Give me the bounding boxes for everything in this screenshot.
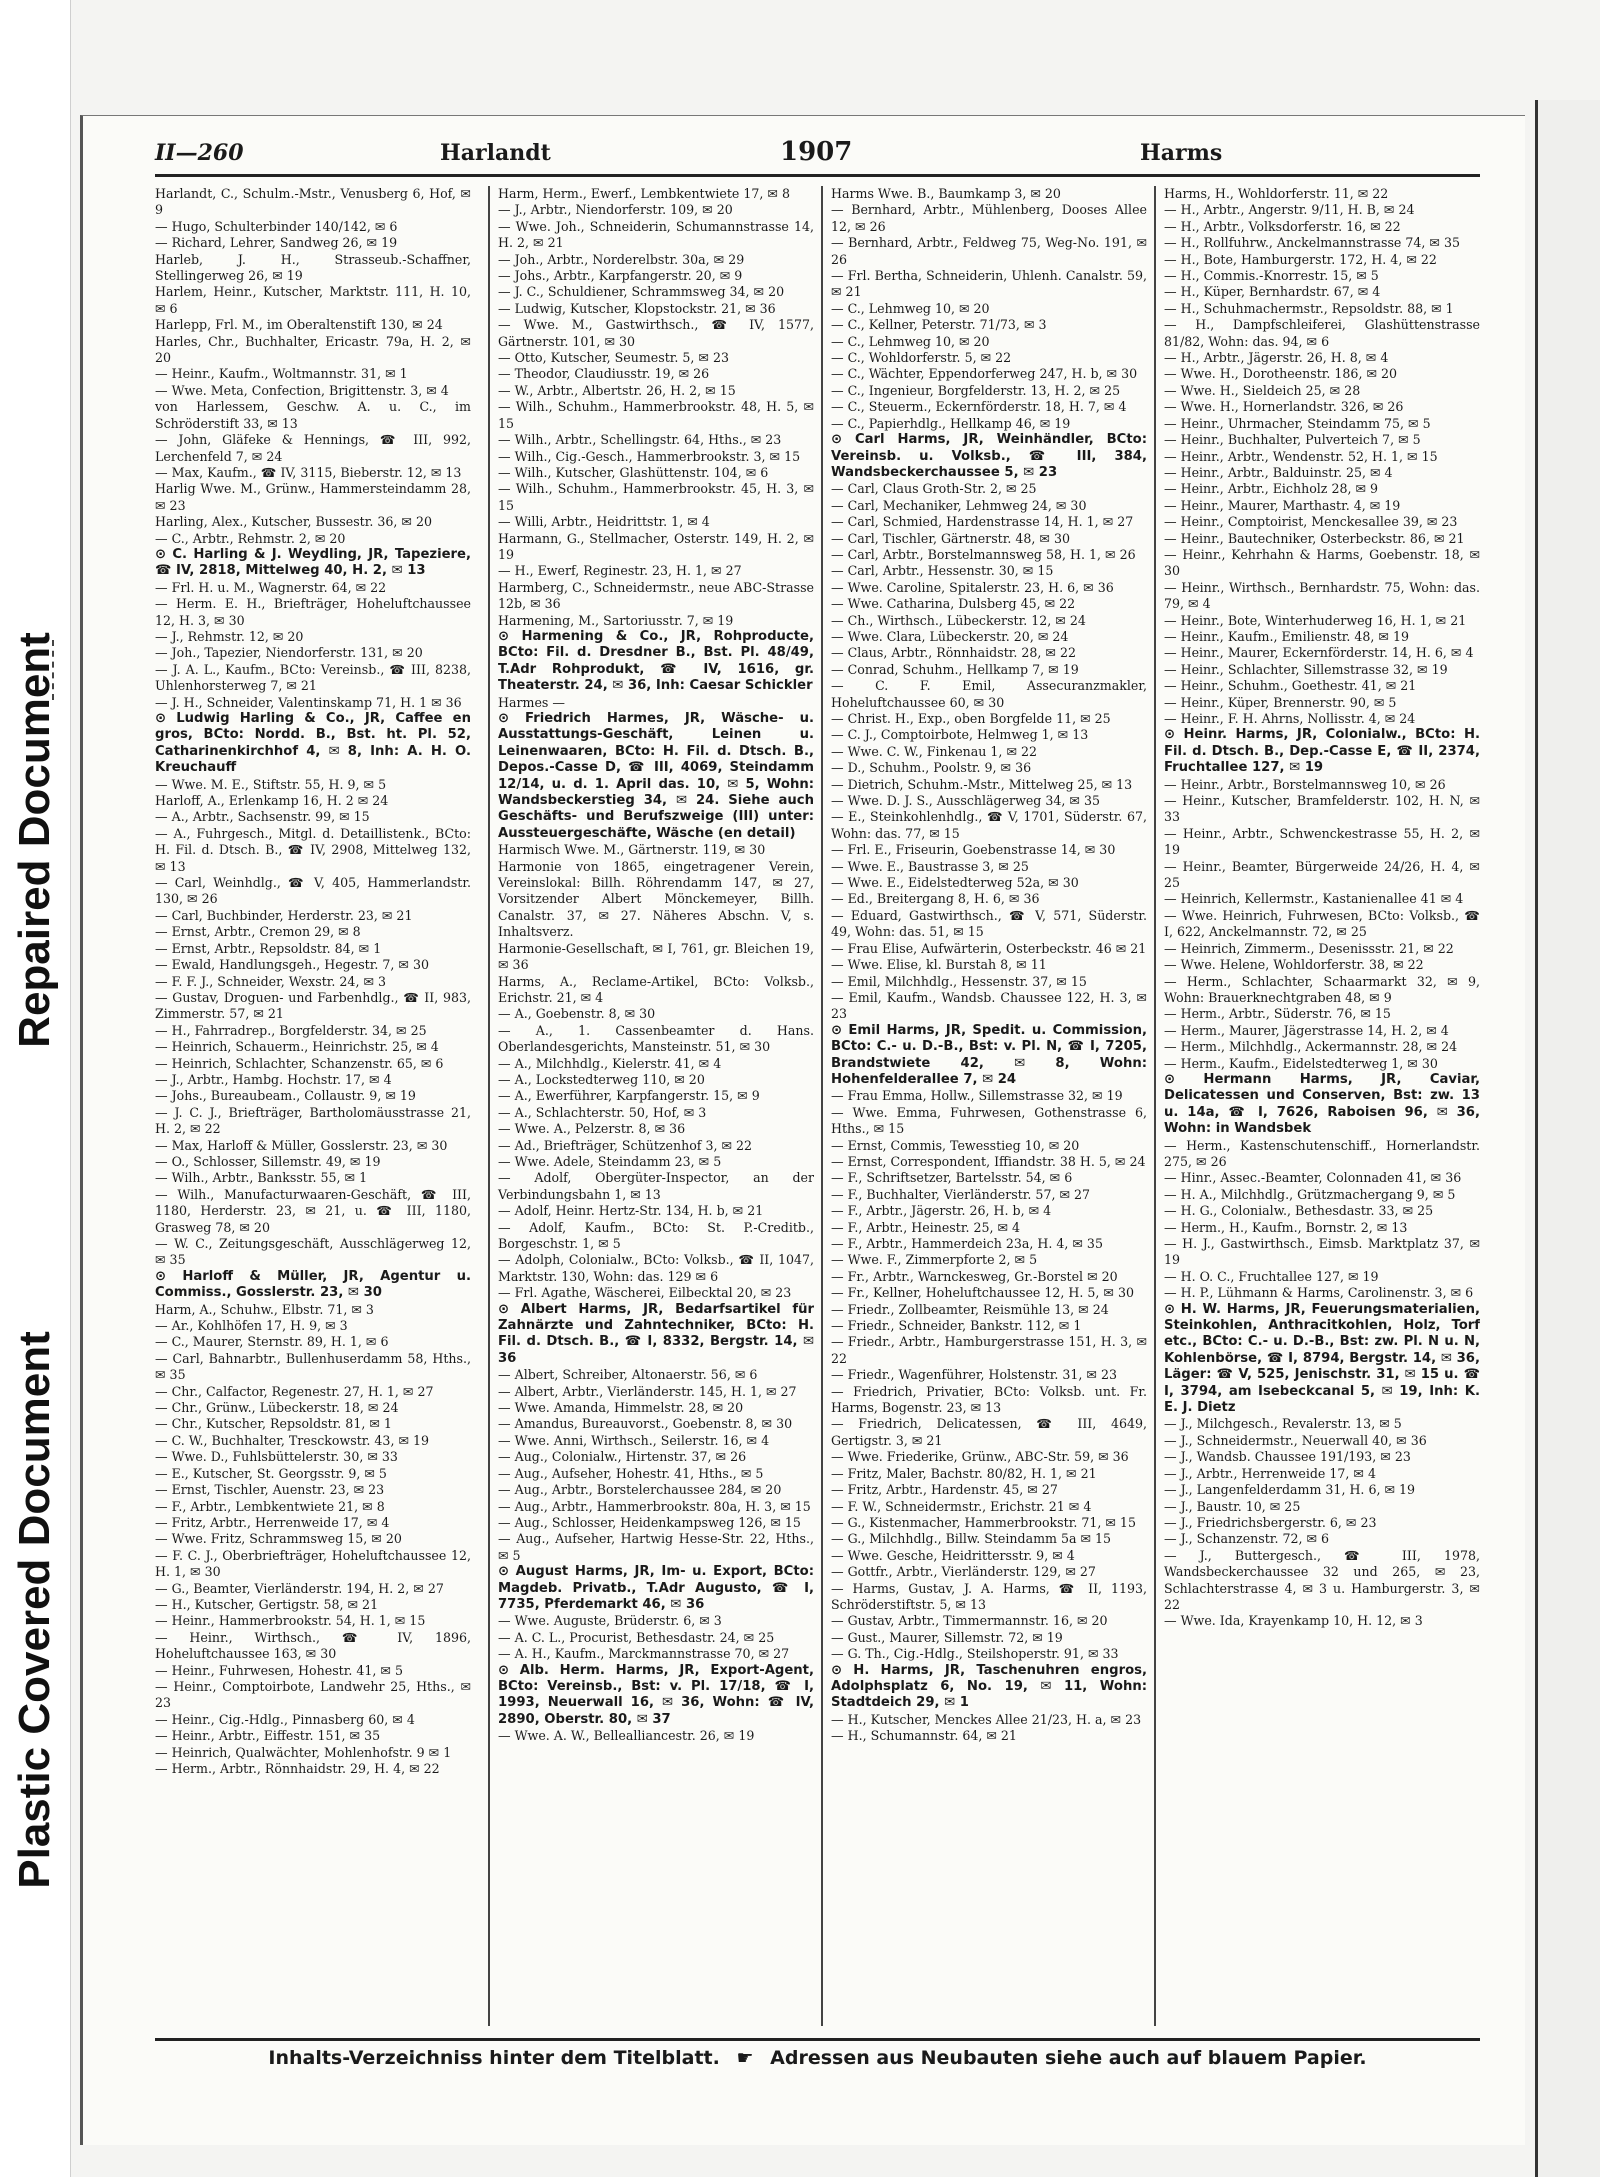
directory-entry: Harmes — [498,694,565,710]
directory-entry: — G. Th., Cig.-Hdlg., Steilshoperstr. 91, ✉ 33 [831,1646,1119,1662]
directory-entry: — Carl, Buchbinder, Herderstr. 23, ✉ 21 [155,907,413,923]
directory-entry: — Heinr., Kaufm., Woltmannstr. 31, ✉ 1 [155,366,408,382]
directory-entry: — J., Arbtr., Hambg. Hochstr. 17, ✉ 4 [155,1071,392,1087]
directory-entry: — Amandus, Bureauvorst., Goebenstr. 8, ✉ 30 [498,1416,793,1432]
header-year: 1907 [780,137,853,167]
directory-entry: — Carl, Mechaniker, Lehmweg 24, ✉ 30 [831,497,1087,513]
directory-entry: — Carl, Arbtr., Hessenstr. 30, ✉ 15 [831,563,1054,579]
directory-entry: — J., Buttergesch., ☎ III, 1978, Wandsbeckerchaussee 32 und 265, ✉ 23, Schlachterstrasse 4, ✉ 3 u. Hamburgerstr. 3, ✉ 22 [1164,1547,1480,1612]
directory-entry: — Heinr., Arbtr., Borstelmannsweg 10, ✉ 26 [1164,776,1446,792]
directory-entry: — Heinr., F. H. Ahrns, Nollisstr. 4, ✉ 24 [1164,711,1416,726]
directory-entry: — Friedr., Zollbeamter, Reismühle 13, ✉ 24 [831,1301,1109,1317]
directory-entry: — Friedrich, Privatier, BCto: Volksb. unt. Fr. Harms, Bogenstr. 23, ✉ 13 [831,1383,1147,1416]
directory-entry: — Wwe. Anni, Wirthsch., Seilerstr. 16, ✉ 4 [498,1432,770,1448]
directory-entry: — A., Schlachterstr. 50, Hof, ✉ 3 [498,1104,707,1120]
directory-entry: — A. H., Kaufm., Marckmannstrasse 70, ✉ 27 [498,1646,790,1662]
directory-entry: — Fritz, Arbtr., Herrenweide 17, ✉ 4 [155,1514,390,1530]
directory-entry: — Hugo, Schulterbinder 140/142, ✉ 6 [155,218,398,234]
directory-entry: — Friedr., Arbtr., Hamburgerstrasse 151, H. 3, ✉ 22 [831,1334,1147,1366]
directory-entry: — Heinr., Schuhm., Goethestr. 41, ✉ 21 [1164,678,1417,694]
directory-entry: — C., Lehmweg 10, ✉ 20 [831,333,990,349]
directory-entry: ⊙ Emil Harms, JR, Spedit. u. Commission, BCto: C.- u. D.-B., Bst: v. Pl. N, ☎ I, 7205, Brandstwiete 42, ✉ 8, Wohn: Hohenfelderallee 7, ✉ 24 [831,1022,1147,1087]
directory-entry: — Wwe. M. E., Stiftstr. 55, H. 9, ✉ 5 [155,776,387,792]
directory-entry: — C. W., Buchhalter, Tresckowstr. 43, ✉ 19 [155,1432,430,1448]
directory-entry: — G., Kistenmacher, Hammerbrookstr. 71, ✉ 15 [831,1514,1136,1530]
directory-entry: — Heinr., Küper, Brennerstr. 90, ✉ 5 [1164,694,1397,710]
directory-entry: — Joh., Tapezier, Niendorferstr. 131, ✉ 20 [155,645,423,661]
directory-entry: — Chr., Calfactor, Regenestr. 27, H. 1, ✉ 27 [155,1383,434,1399]
directory-entry: — Wwe. E., Baustrasse 3, ✉ 25 [831,858,1029,874]
page-number: II—260 [155,140,244,166]
directory-entry: — F. W., Schneidermstr., Erichstr. 21 ✉ 4 [831,1498,1092,1514]
directory-entry: — H., Dampfschleiferei, Glashüttenstrasse 81/82, Wohn: das. 94, ✉ 6 [1164,317,1480,349]
directory-entry: — Albert, Schreiber, Altonaerstr. 56, ✉ 6 [498,1367,758,1383]
directory-entry: — J., Arbtr., Herrenweide 17, ✉ 4 [1164,1465,1376,1481]
directory-entry: — Wwe. F., Zimmerpforte 2, ✉ 5 [831,1252,1038,1268]
directory-entry: — Heinrich, Zimmerm., Desenissstr. 21, ✉ 22 [1164,940,1454,956]
directory-entry: Harmann, G., Stellmacher, Osterstr. 149, H. 2, ✉ 19 [498,530,814,562]
directory-entry: — Wwe. M., Gastwirthsch., ☎ IV, 1577, Gärtnerstr. 101, ✉ 30 [498,317,814,349]
directory-entry: — Gustav, Arbtr., Timmermannstr. 16, ✉ 20 [831,1613,1108,1629]
directory-entry: — C., Maurer, Sternstr. 89, H. 1, ✉ 6 [155,1334,389,1350]
repaired-document-label: Repaired Document [10,632,59,1048]
directory-column-1 [155,186,471,2026]
directory-entry: — J., Wandsb. Chaussee 191/193, ✉ 23 [1164,1449,1411,1465]
directory-entry: — Herm., Kastenschutenschiff., Hornerlandstr. 275, ✉ 26 [1164,1137,1480,1169]
directory-entry: — O., Schlosser, Sillemstr. 49, ✉ 19 [155,1153,381,1169]
directory-entry: ⊙ Hermann Harms, JR, Caviar, Delicatessen und Conserven, Bst: zw. 13 u. 14a, ☎ I, 7626, Raboisen 96, ✉ 36, Wohn: in Wandsbek [1164,1071,1480,1137]
page-footer [155,2038,1480,2078]
directory-entry: — Wwe. Ida, Krayenkamp 10, H. 12, ✉ 3 [1164,1613,1423,1629]
directory-entry: — H., Arbtr., Jägerstr. 26, H. 8, ✉ 4 [1164,350,1389,366]
directory-entry: — Carl, Bahnarbtr., Bullenhuserdamm 58, Hths., ✉ 35 [155,1350,471,1383]
directory-entry: — C. J., Comptoirbote, Helmweg 1, ✉ 13 [831,727,1089,743]
directory-entry: — Emil, Milchhdlg., Hessenstr. 37, ✉ 15 [831,973,1087,989]
directory-entry: — Aug., Aufseher, Hohestr. 41, Hths., ✉ 5 [498,1465,764,1481]
directory-entry: Harmisch Wwe. M., Gärtnerstr. 119, ✉ 30 [498,842,766,858]
directory-column-3 [821,186,1147,2026]
directory-entry: — Theodor, Claudiusstr. 19, ✉ 26 [498,366,710,382]
directory-entry: — Frl. Bertha, Schneiderin, Uhlenh. Canalstr. 59, ✉ 21 [831,268,1147,300]
directory-entry: — Carl, Claus Groth-Str. 2, ✉ 25 [831,481,1037,497]
directory-entry: — F., Schriftsetzer, Bartelsstr. 54, ✉ 6 [831,1170,1073,1186]
directory-entry: — Bernhard, Arbtr., Mühlenberg, Dooses Allee 12, ✉ 26 [831,202,1147,234]
directory-entry: — Adolf, Obergüter-Inspector, an der Verbindungsbahn 1, ✉ 13 [498,1170,814,1202]
directory-entry: — H., Bote, Hamburgerstr. 172, H. 4, ✉ 22 [1164,251,1437,267]
directory-entry: Harling, Alex., Kutscher, Bussestr. 36, ✉ 20 [155,514,432,530]
directory-entry: — Heinrich, Kellermstr., Kastanienallee 41 ✉ 4 [1164,891,1464,907]
scanned-page [80,115,1525,2145]
directory-entry: Harmberg, C., Schneidermstr., neue ABC-Strasse 12b, ✉ 36 [498,579,814,612]
directory-entry: Harloff, A., Erlenkamp 16, H. 2 ✉ 24 [155,793,389,809]
directory-entry: ⊙ Heinr. Harms, JR, Colonialw., BCto: H. Fil. d. Dtsch. B., Dep.-Casse E, ☎ II, 2374, Fruchtallee 127, ✉ 19 [1164,727,1480,776]
directory-entry: — Friedr., Wagenführer, Holstenstr. 31, ✉ 23 [831,1367,1117,1383]
directory-entry: — Heinr., Comptoirist, Menckesallee 39, ✉ 23 [1164,514,1458,530]
directory-entry: — Adolf, Kaufm., BCto: St. P.-Creditb., Borgeschstr. 1, ✉ 5 [498,1219,814,1251]
directory-entry: — Herm., Arbtr., Rönnhaidstr. 29, H. 4, ✉ 22 [155,1761,440,1776]
directory-entry: — Eduard, Gastwirthsch., ☎ V, 571, Süderstr. 49, Wohn: das. 51, ✉ 15 [831,907,1147,940]
directory-entry: — Heinr., Wirthsch., ☎ IV, 1896, Hoheluftchaussee 163, ✉ 30 [155,1629,471,1662]
directory-entry: — H., Fahrradrep., Borgfelderstr. 34, ✉ 25 [155,1022,427,1038]
directory-entry: — C. F. Emil, Assecuranzmakler, Hoheluftchaussee 60, ✉ 30 [831,678,1147,710]
directory-entry: — Wwe. D. J. S., Ausschlägerweg 34, ✉ 35 [831,793,1100,809]
directory-entry: — Heinr., Kehrhahn & Harms, Goebenstr. 18, ✉ 30 [1164,546,1480,579]
footer-new-buildings-note: Adressen aus Neubauten siehe auch auf blauem Papier. [770,2047,1367,2069]
directory-entry: — Harms, Gustav, J. A. Harms, ☎ II, 1193, Schröderstiftstr. 5, ✉ 13 [831,1580,1147,1612]
directory-entry: — H., Commis.-Knorrestr. 15, ✉ 5 [1164,268,1379,284]
directory-entry: — Wwe. D., Fuhlsbüttelerstr. 30, ✉ 33 [155,1449,398,1465]
directory-entry: — Aug., Aufseher, Hartwig Hesse-Str. 22, Hths., ✉ 5 [498,1531,814,1563]
directory-entry: ⊙ Albert Harms, JR, Bedarfsartikel für Zahnärzte und Zahntechniker, BCto: H. Fil. d. Dtsch. B., ☎ I, 8332, Bergstr. 14, ✉ 36 [498,1301,814,1366]
directory-entry: ⊙ Harloff & Müller, JR, Agentur u. Commiss., Gosslerstr. 23, ✉ 30 [155,1268,471,1301]
directory-entry: — D., Schuhm., Poolstr. 9, ✉ 36 [831,760,1032,776]
directory-entry: — G., Beamter, Vierländerstr. 194, H. 2, ✉ 27 [155,1580,444,1596]
directory-entry: — Heinr., Schlachter, Sillemstrasse 32, ✉ 19 [1164,661,1448,677]
directory-entry: — Max, Harloff & Müller, Gosslerstr. 23, ✉ 30 [155,1137,448,1153]
directory-entry: — C., Kellner, Peterstr. 71/73, ✉ 3 [831,317,1047,333]
directory-entry: ⊙ Friedrich Harmes, JR, Wäsche- u. Ausstattungs-Geschäft, Leinen u. Leinenwaaren, BCto: H. Fil. d. Dtsch. B., Depos.-Casse D, ☎ III, 4069, Steindamm 12/14, u. d. 1. April das. 10, ✉ 5, Wohn: Wandsbeckerstieg 34, ✉ 24. Siehe auch Geschäfts- und Berufszweige (III) unter: Aussteuergeschäfte, Wäsche (en detail) [498,711,814,841]
directory-entry: — Heinr., Kaufm., Emilienstr. 48, ✉ 19 [1164,628,1410,644]
directory-entry: — Wwe. Friederike, Grünw., ABC-Str. 59, ✉ 36 [831,1449,1129,1465]
directory-entry: — H., Rollfuhrw., Anckelmannstrasse 74, ✉ 35 [1164,235,1460,251]
directory-entry: — Heinrich, Qualwächter, Mohlenhofstr. 9 ✉ 1 [155,1744,452,1760]
plastic-covered-label: Plastic Covered Document [10,1331,59,1889]
directory-entry: — Ad., Briefträger, Schützenhof 3, ✉ 22 [498,1137,753,1153]
directory-entry: — Ar., Kohlhöfen 17, H. 9, ✉ 3 [155,1318,348,1334]
directory-entry: — A., Milchhdlg., Kielerstr. 41, ✉ 4 [498,1055,722,1071]
directory-entry: — J., Schneidermstr., Neuerwall 40, ✉ 36 [1164,1432,1427,1448]
directory-entry: — J., Schanzenstr. 72, ✉ 6 [1164,1531,1330,1547]
directory-entry: — Bernhard, Arbtr., Feldweg 75, Weg-No. 191, ✉ 26 [831,235,1147,267]
directory-entry: — Fr., Kellner, Hoheluftchaussee 12, H. 5, ✉ 30 [831,1285,1134,1301]
directory-entry: — Johs., Bureaubeam., Collaustr. 9, ✉ 19 [155,1088,416,1104]
directory-entry: — Heinr., Uhrmacher, Steindamm 75, ✉ 5 [1164,415,1431,431]
directory-entry: — A., Goebenstr. 8, ✉ 30 [498,1006,656,1022]
directory-entry: — Aug., Colonialw., Hirtenstr. 37, ✉ 26 [498,1449,747,1465]
directory-entry: Harmonie-Gesellschaft, ✉ I, 761, gr. Bleichen 19, ✉ 36 [498,940,814,973]
directory-entry: — Wwe. C. W., Finkenau 1, ✉ 22 [831,743,1038,759]
directory-entry: — H., Arbtr., Volksdorferstr. 16, ✉ 22 [1164,218,1401,234]
directory-entry: — Wilh., Cig.-Gesch., Hammerbrookstr. 3, ✉ 15 [498,448,801,464]
directory-entry: — A., Arbtr., Sachsenstr. 99, ✉ 15 [155,809,370,825]
directory-entry: ⊙ August Harms, JR, Im- u. Export, BCto: Magdeb. Privatb., T.Adr Augusto, ☎ I, 7735, Pferdemarkt 46, ✉ 36 [498,1564,814,1612]
directory-entry: — Wwe. H., Sieldeich 25, ✉ 28 [1164,382,1361,398]
directory-entry: — Wwe. Clara, Lübeckerstr. 20, ✉ 24 [831,628,1069,644]
directory-entry: — Heinr., Kutscher, Bramfelderstr. 102, H. N, ✉ 33 [1164,793,1480,825]
directory-entry: — Adolf, Heinr. Hertz-Str. 134, H. b, ✉ 21 [498,1203,764,1219]
directory-entry: — A. C. L., Procurist, Bethesdastr. 24, ✉ 25 [498,1629,775,1645]
directory-entry: — Heinr., Bote, Winterhuderweg 16, H. 1, ✉ 21 [1164,612,1467,628]
directory-entry: — Frl. H. u. M., Wagnerstr. 64, ✉ 22 [155,579,387,595]
directory-entry: — Gust., Maurer, Sillemstr. 72, ✉ 19 [831,1629,1063,1645]
pointing-hand-icon: ☛ [736,2047,754,2069]
directory-entry: — Dietrich, Schuhm.-Mstr., Mittelweg 25, ✉ 13 [831,776,1133,792]
directory-entry: — Fr., Arbtr., Warnckesweg, Gr.-Borstel ✉ 20 [831,1268,1118,1284]
directory-entry: — Wwe. Amanda, Himmelstr. 28, ✉ 20 [498,1400,744,1416]
directory-entry: — E., Steinkohlenhdlg., ☎ V, 1701, Süderstr. 67, Wohn: das. 77, ✉ 15 [831,809,1147,841]
adjacent-page-edge [1535,100,1600,2177]
directory-entry: — Albert, Arbtr., Vierländerstr. 145, H. 1, ✉ 27 [498,1383,797,1399]
directory-entry: — Joh., Arbtr., Norderelbstr. 30a, ✉ 29 [498,251,745,267]
directory-entry: — E., Kutscher, St. Georgsstr. 9, ✉ 5 [155,1465,387,1481]
header-right-word: Harms [1140,140,1223,166]
directory-entry: — F. F. J., Schneider, Wexstr. 24, ✉ 3 [155,973,387,989]
directory-column-4 [1154,186,1480,2026]
directory-entry: — F. C. J., Oberbriefträger, Hoheluftchaussee 12, H. 1, ✉ 30 [155,1547,471,1580]
directory-entry: — Wwe. Fritz, Schrammsweg 15, ✉ 20 [155,1531,402,1547]
directory-entry: — C., Wohldorferstr. 5, ✉ 22 [831,350,1012,366]
page-header [155,136,1480,177]
directory-entry: Harm, Herm., Ewerf., Lembkentwiete 17, ✉ 8 [498,186,790,201]
directory-entry: — Wilh., Schuhm., Hammerbrookstr. 48, H. 5, ✉ 15 [498,399,814,431]
directory-entry: — H. G., Colonialw., Bethesdastr. 33, ✉ 25 [1164,1203,1434,1219]
directory-entry: — Ernst, Tischler, Auenstr. 23, ✉ 23 [155,1482,385,1498]
directory-entry: — Hinr., Assec.-Beamter, Colonnaden 41, ✉ 36 [1164,1170,1462,1186]
directory-entry: — Wwe. H., Dorotheenstr. 186, ✉ 20 [1164,366,1398,382]
directory-entry: — H., Ewerf, Reginestr. 23, H. 1, ✉ 27 [498,563,742,579]
directory-entry: — Heinr., Arbtr., Eichholz 28, ✉ 9 [1164,481,1379,497]
directory-entry: — J. A. L., Kaufm., BCto: Vereinsb., ☎ III, 8238, Uhlenhorsterweg 7, ✉ 21 [155,661,471,694]
directory-entry: — Heinr., Arbtr., Schwenckestrasse 55, H. 2, ✉ 19 [1164,825,1480,858]
directory-entry: — Aug., Arbtr., Hammerbrookstr. 80a, H. 3, ✉ 15 [498,1498,811,1514]
directory-entry: Harlig Wwe. M., Grünw., Hammersteindamm 28, ✉ 23 [155,481,471,513]
directory-entry: — C., Ingenieur, Borgfelderstr. 13, H. 2, ✉ 25 [831,382,1121,398]
directory-entry: — Gottfr., Arbtr., Vierländerstr. 129, ✉ 27 [831,1564,1096,1580]
directory-entry: — Heinrich, Schlachter, Schanzenstr. 65, ✉ 6 [155,1055,444,1071]
directory-entry: Harms, A., Reclame-Artikel, BCto: Volksb., Erichstr. 21, ✉ 4 [498,973,814,1005]
directory-entry: — Wilh., Arbtr., Schellingstr. 64, Hths., ✉ 23 [498,432,782,448]
directory-entry: — Wwe. Joh., Schneiderin, Schumannstrasse 14, H. 2, ✉ 21 [498,218,814,251]
directory-entry: von Harlessem, Geschw. A. u. C., im Schröderstift 33, ✉ 13 [155,399,471,431]
directory-entry: — Frau Elise, Aufwärterin, Osterbeckstr. 46 ✉ 21 [831,940,1147,956]
directory-entry: — Fritz, Maler, Bachstr. 80/82, H. 1, ✉ 21 [831,1465,1097,1481]
directory-entry: — Wwe. Heinrich, Fuhrwesen, BCto: Volksb., ☎ I, 622, Anckelmannstr. 72, ✉ 25 [1164,907,1480,940]
directory-entry: — Carl, Weinhdlg., ☎ V, 405, Hammerlandstr. 130, ✉ 26 [155,875,471,907]
directory-entry: — Wwe. Meta, Confection, Brigittenstr. 3, ✉ 4 [155,382,449,398]
directory-entry: — Frau Emma, Hollw., Sillemstrasse 32, ✉ 19 [831,1088,1123,1104]
directory-entry: — J. H., Schneider, Valentinskamp 71, H. 1 ✉ 36 [155,694,462,710]
directory-entry: — Wwe. E., Eidelstedterweg 52a, ✉ 30 [831,875,1079,891]
directory-entry: — Wwe. H., Hornerlandstr. 326, ✉ 26 [1164,399,1404,415]
directory-entry: — Adolph, Colonialw., BCto: Volksb., ☎ II, 1047, Marktstr. 130, Wohn: das. 129 ✉ 6 [498,1252,814,1284]
directory-entry: — Heinr., Comptoirbote, Landwehr 25, Hths., ✉ 23 [155,1678,471,1711]
directory-entry: Harmonie von 1865, eingetragener Verein, Vereinslokal: Billh. Röhrendamm 147, ✉ 27, Vorsitzender Albert Mönckemeyer, Billh. Canalstr. 37, ✉ 27. Näheres Abschn. V, s. Inhaltsverz. [498,858,814,940]
directory-entry: — Ludwig, Kutscher, Klopstockstr. 21, ✉ 36 [498,300,776,316]
directory-entry: — Frl. Agathe, Wäscherei, Eilbecktal 20, ✉ 23 [498,1285,792,1301]
directory-entry: — Frl. E., Friseurin, Goebenstrasse 14, ✉ 30 [831,842,1116,858]
directory-entry: — Herm., Milchhdlg., Ackermannstr. 28, ✉ 24 [1164,1039,1458,1055]
directory-entry: — C., Steuerm., Eckernförderstr. 18, H. 7, ✉ 4 [831,399,1127,415]
directory-entry: — H. J., Gastwirthsch., Eimsb. Marktplatz 37, ✉ 19 [1164,1236,1480,1268]
directory-entry: — J., Rehmstr. 12, ✉ 20 [155,628,304,644]
directory-entry: — J., Baustr. 10, ✉ 25 [1164,1498,1301,1514]
directory-entry: — J., Arbtr., Niendorferstr. 109, ✉ 20 [498,202,733,218]
directory-entry: — Heinr., Hammerbrookstr. 54, H. 1, ✉ 15 [155,1613,426,1629]
directory-entry: — Aug., Schlosser, Heidenkampsweg 126, ✉ 15 [498,1514,801,1530]
directory-entry: — G., Milchhdlg., Billw. Steindamm 5a ✉ 15 [831,1531,1112,1547]
directory-entry: — F., Buchhalter, Vierländerstr. 57, ✉ 27 [831,1186,1091,1202]
header-left-word: Harlandt [440,140,551,166]
directory-entry: Harlandt, C., Schulm.-Mstr., Venusberg 6, Hof, ✉ 9 [155,186,471,218]
directory-entry: — C., Lehmweg 10, ✉ 20 [831,300,990,316]
directory-entry: — H., Kutscher, Gertigstr. 58, ✉ 21 [155,1596,379,1612]
footer-index-note: Inhalts-Verzeichniss hinter dem Titelblatt. [268,2047,720,2069]
directory-entry: — Wwe. Emma, Fuhrwesen, Gothenstrasse 6, Hths., ✉ 15 [831,1104,1147,1137]
directory-entry: — Ernst, Commis, Tewesstieg 10, ✉ 20 [831,1137,1080,1153]
directory-entry: — Herm., Kaufm., Eidelstedterweg 1, ✉ 30 [1164,1055,1438,1071]
directory-column-2 [488,186,814,2026]
directory-entry: — John, Gläfeke & Hennings, ☎ III, 992, Lerchenfeld 7, ✉ 24 [155,432,471,464]
directory-entry: — Heinr., Arbtr., Balduinstr. 25, ✉ 4 [1164,464,1393,480]
directory-entry: ⊙ H. W. Harms, JR, Feuerungsmaterialien, Steinkohlen, Anthracitkohlen, Holz, Torf etc., BCto: C.- u. D.-B., Bst: zw. Pl. N u. N, Kohlenbörse, ☎ I, 8794, Bergstr. 14, ✉ 36, Läger: ☎ V, 525, Jenischstr. 31, ✉ 15 u. ☎ I, 3794, am Isebeckcanal 5, ✉ 19, Inh: K. E. J. Dietz [1164,1301,1480,1416]
directory-entry: — Heinr., Bautechniker, Osterbeckstr. 86, ✉ 21 [1164,530,1465,546]
directory-entry: — F., Arbtr., Hammerdeich 23a, H. 4, ✉ 35 [831,1236,1103,1251]
directory-entry: — Heinr., Buchhalter, Pulverteich 7, ✉ 5 [1164,432,1421,448]
directory-entry: — H., Schuhmachermstr., Repsoldstr. 88, ✉ 1 [1164,300,1454,316]
directory-entry: — Carl, Arbtr., Borstelmannsweg 58, H. 1, ✉ 26 [831,546,1136,562]
directory-entry: — J. C., Schuldiener, Schrammsweg 34, ✉ 20 [498,284,785,300]
directory-columns [155,186,1480,2026]
directory-entry: — Christ. H., Exp., oben Borgfelde 11, ✉ 25 [831,711,1111,726]
directory-entry: — J., Milchgesch., Revalerstr. 13, ✉ 5 [1164,1416,1402,1432]
directory-entry: — Conrad, Schuhm., Hellkamp 7, ✉ 19 [831,661,1079,677]
directory-entry: Harlem, Heinr., Kutscher, Marktstr. 111, H. 10, ✉ 6 [155,284,471,316]
directory-entry: — Johs., Arbtr., Karpfangerstr. 20, ✉ 9 [498,268,743,284]
directory-entry: — Herm., Arbtr., Süderstr. 76, ✉ 15 [1164,1006,1391,1022]
directory-entry: — Aug., Arbtr., Borstelerchaussee 284, ✉ 20 [498,1482,782,1498]
directory-entry: Harms Wwe. B., Baumkamp 3, ✉ 20 [831,186,1061,201]
directory-entry: Harles, Chr., Buchhalter, Ericastr. 79a, H. 2, ✉ 20 [155,333,471,366]
directory-entry: — Heinr., Arbtr., Eiffestr. 151, ✉ 35 [155,1728,381,1744]
directory-entry: — Ewald, Handlungsgeh., Hegestr. 7, ✉ 30 [155,957,429,973]
directory-entry: — Emil, Kaufm., Wandsb. Chaussee 122, H. 3, ✉ 23 [831,989,1147,1022]
directory-entry: — W. C., Zeitungsgeschäft, Ausschlägerweg 12, ✉ 35 [155,1236,471,1268]
directory-entry: — Carl, Tischler, Gärtnerstr. 48, ✉ 30 [831,530,1070,546]
directory-entry: — Richard, Lehrer, Sandweg 26, ✉ 19 [155,235,398,251]
directory-entry: Harmening, M., Sartoriusstr. 7, ✉ 19 [498,612,734,628]
directory-entry: — Heinr., Cig.-Hdlg., Pinnasberg 60, ✉ 4 [155,1711,415,1727]
directory-entry: — H., Kutscher, Menckes Allee 21/23, H. a, ✉ 23 [831,1711,1142,1727]
directory-entry: — H. P., Lühmann & Harms, Carolinenstr. 3, ✉ 6 [1164,1285,1474,1301]
directory-entry: — Carl, Schmied, Hardenstrasse 14, H. 1, ✉ 27 [831,514,1134,530]
directory-entry: — Wwe. Auguste, Brüderstr. 6, ✉ 3 [498,1613,722,1629]
directory-entry: — Ernst, Arbtr., Cremon 29, ✉ 8 [155,924,361,940]
directory-entry: — Wwe. Elise, kl. Burstah 8, ✉ 11 [831,957,1047,973]
directory-entry: — F., Arbtr., Heinestr. 25, ✉ 4 [831,1219,1021,1235]
directory-entry: — Ernst, Correspondent, Iffiandstr. 38 H. 5, ✉ 24 [831,1153,1146,1169]
directory-entry: — Heinr., Beamter, Bürgerweide 24/26, H. 4, ✉ 25 [1164,858,1480,891]
directory-entry: — Heinrich, Schauerm., Heinrichstr. 25, ✉ 4 [155,1039,439,1055]
directory-entry: — J., Langenfelderdamm 31, H. 6, ✉ 19 [1164,1482,1416,1498]
directory-entry: — Herm. E. H., Briefträger, Hoheluftchaussee 12, H. 3, ✉ 30 [155,596,471,628]
directory-entry: Harm, A., Schuhw., Elbstr. 71, ✉ 3 [155,1301,374,1317]
directory-entry: — Heinr., Maurer, Marthastr. 4, ✉ 19 [1164,497,1401,513]
directory-entry: ⊙ H. Harms, JR, Taschenuhren engros, Adolphsplatz 6, No. 19, ✉ 11, Wohn: Stadtdeich 29, ✉ 1 [831,1662,1147,1711]
directory-entry: — Wwe. Caroline, Spitalerstr. 23, H. 6, ✉ 36 [831,579,1114,595]
directory-entry: — Wilh., Arbtr., Banksstr. 55, ✉ 1 [155,1170,368,1186]
directory-entry: — Herm., Schlachter, Schaarmarkt 32, ✉ 9, Wohn: Brauerknechtgraben 48, ✉ 9 [1164,973,1480,1005]
directory-entry: — Heinr., Fuhrwesen, Hohestr. 41, ✉ 5 [155,1662,403,1678]
directory-entry: — H., Küper, Bernhardstr. 67, ✉ 4 [1164,284,1381,300]
directory-entry: ⊙ Ludwig Harling & Co., JR, Caffee en gros, BCto: Nordd. B., Bst. ht. Pl. 52, Catharinenkirchhof 4, ✉ 8, Inh: A. H. O. Kreuchauff [155,711,471,776]
directory-entry: — Otto, Kutscher, Seumestr. 5, ✉ 23 [498,350,730,366]
directory-entry: — J., Friedrichsbergerstr. 6, ✉ 23 [1164,1514,1377,1530]
directory-entry: — Heinr., Arbtr., Wendenstr. 52, H. 1, ✉ 15 [1164,448,1438,464]
directory-entry: — C., Wächter, Eppendorferweg 247, H. b, ✉ 30 [831,366,1138,382]
directory-entry: — H. O. C., Fruchtallee 127, ✉ 19 [1164,1268,1379,1284]
directory-entry: Harlepp, Frl. M., im Oberaltenstift 130, ✉ 24 [155,317,443,333]
directory-entry: — Herm., H., Kaufm., Bornstr. 2, ✉ 13 [1164,1219,1408,1235]
directory-entry: — Herm., Maurer, Jägerstrasse 14, H. 2, ✉ 4 [1164,1022,1449,1038]
directory-entry: — H., Schumannstr. 64, ✉ 21 [831,1728,1017,1744]
directory-entry: — A., Lockstedterweg 110, ✉ 20 [498,1071,705,1087]
directory-entry: — A., Fuhrgesch., Mitgl. d. Detaillistenk., BCto: H. Fil. d. Dtsch. B., ☎ IV, 2908, Mittelweg 132, ✉ 13 [155,825,471,874]
directory-entry: — A., 1. Cassenbeamter d. Hans. Oberlandesgerichts, Mansteinstr. 51, ✉ 30 [498,1022,814,1055]
directory-entry: — Wwe. Helene, Wohldorferstr. 38, ✉ 22 [1164,957,1424,973]
directory-entry: — H., Arbtr., Angerstr. 9/11, H. B, ✉ 24 [1164,202,1415,218]
directory-entry: ⊙ Carl Harms, JR, Weinhändler, BCto: Vereinsb. u. Volksb., ☎ III, 384, Wandsbeckerchaussee 5, ✉ 23 [831,432,1147,480]
side-label-strip [0,0,71,2177]
directory-entry: — Ch., Wirthsch., Lübeckerstr. 12, ✉ 24 [831,612,1086,628]
directory-entry: — Friedr., Schneider, Bankstr. 112, ✉ 1 [831,1318,1082,1334]
directory-entry: — Claus, Arbtr., Rönnhaidstr. 28, ✉ 22 [831,645,1077,661]
directory-entry: — Wwe. A., Pelzerstr. 8, ✉ 36 [498,1121,686,1137]
directory-entry: — C., Papierhdlg., Hellkamp 46, ✉ 19 [831,415,1071,431]
directory-entry: — Wwe. Catharina, Dulsberg 45, ✉ 22 [831,596,1076,612]
directory-entry: — Heinr., Wirthsch., Bernhardstr. 75, Wohn: das. 79, ✉ 4 [1164,579,1480,612]
directory-entry: — Ed., Breitergang 8, H. 6, ✉ 36 [831,891,1040,907]
directory-entry: — Wilh., Manufacturwaaren-Geschäft, ☎ III, 1180, Herderstr. 23, ✉ 21, u. ☎ III, 1180, Grasweg 78, ✉ 20 [155,1186,471,1235]
directory-entry: — F., Arbtr., Jägerstr. 26, H. b, ✉ 4 [831,1203,1052,1219]
directory-entry: — A., Ewerführer, Karpfangerstr. 15, ✉ 9 [498,1088,760,1104]
directory-entry: — Wilh., Kutscher, Glashüttenstr. 104, ✉ 6 [498,464,769,480]
directory-entry: ⊙ Harmening & Co., JR, Rohproducte, BCto: Fil. d. Dresdner B., Bst. Pl. 48/49, T.Adr Rohprodukt, ☎ IV, 1616, gr. Theaterstr. 24, ✉ 36, Inh: Caesar Schickler [498,628,814,694]
directory-entry: Harleb, J. H., Strasseub.-Schaffner, Stellingerweg 26, ✉ 19 [155,251,471,284]
directory-entry: — W., Arbtr., Albertstr. 26, H. 2, ✉ 15 [498,382,736,398]
directory-entry: — Max, Kaufm., ☎ IV, 3115, Bieberstr. 12, ✉ 13 [155,464,462,480]
directory-entry: — Heinr., Maurer, Eckernförderstr. 14, H. 6, ✉ 4 [1164,645,1474,661]
directory-entry: — Ernst, Arbtr., Repsoldstr. 84, ✉ 1 [155,940,382,956]
directory-entry: — J. C. J., Briefträger, Bartholomäusstrasse 21, H. 2, ✉ 22 [155,1104,471,1137]
directory-entry: — Wwe. Adele, Steindamm 23, ✉ 5 [498,1153,722,1169]
directory-entry: — F., Arbtr., Lembkentwiete 21, ✉ 8 [155,1498,385,1514]
directory-entry: ⊙ C. Harling & J. Weydling, JR, Tapeziere, ☎ IV, 2818, Mittelweg 40, H. 2, ✉ 13 [155,546,471,579]
directory-entry: — Wilh., Schuhm., Hammerbrookstr. 45, H. 3, ✉ 15 [498,481,814,513]
directory-entry: — Wwe. Gesche, Heidrittersstr. 9, ✉ 4 [831,1547,1075,1563]
directory-entry: — Fritz, Arbtr., Hardenstr. 45, ✉ 27 [831,1482,1058,1498]
directory-entry: — Chr., Kutscher, Repsoldstr. 81, ✉ 1 [155,1416,392,1432]
directory-entry: ⊙ Alb. Herm. Harms, JR, Export-Agent, BCto: Vereinsb., Bst: v. Pl. 17/18, ☎ I, 1993, Neuerwall 16, ✉ 36, Wohn: ☎ IV, 2890, Oberstr. 80, ✉ 37 [498,1662,814,1727]
directory-entry: — C., Arbtr., Rehmstr. 2, ✉ 20 [155,530,346,546]
directory-entry: — Chr., Grünw., Lübeckerstr. 18, ✉ 24 [155,1400,399,1416]
directory-entry: — H. A., Milchhdlg., Grützmachergang 9, ✉ 5 [1164,1186,1456,1202]
directory-entry: — Wwe. A. W., Bellealliancestr. 26, ✉ 19 [498,1728,755,1744]
directory-entry: — Gustav, Droguen- und Farbenhdlg., ☎ II, 983, Zimmerstr. 57, ✉ 21 [155,989,471,1022]
directory-entry: — Willi, Arbtr., Heidrittstr. 1, ✉ 4 [498,514,710,530]
directory-entry: Harms, H., Wohldorferstr. 11, ✉ 22 [1164,186,1389,201]
directory-entry: — Friedrich, Delicatessen, ☎ III, 4649, Gertigstr. 3, ✉ 21 [831,1416,1147,1448]
